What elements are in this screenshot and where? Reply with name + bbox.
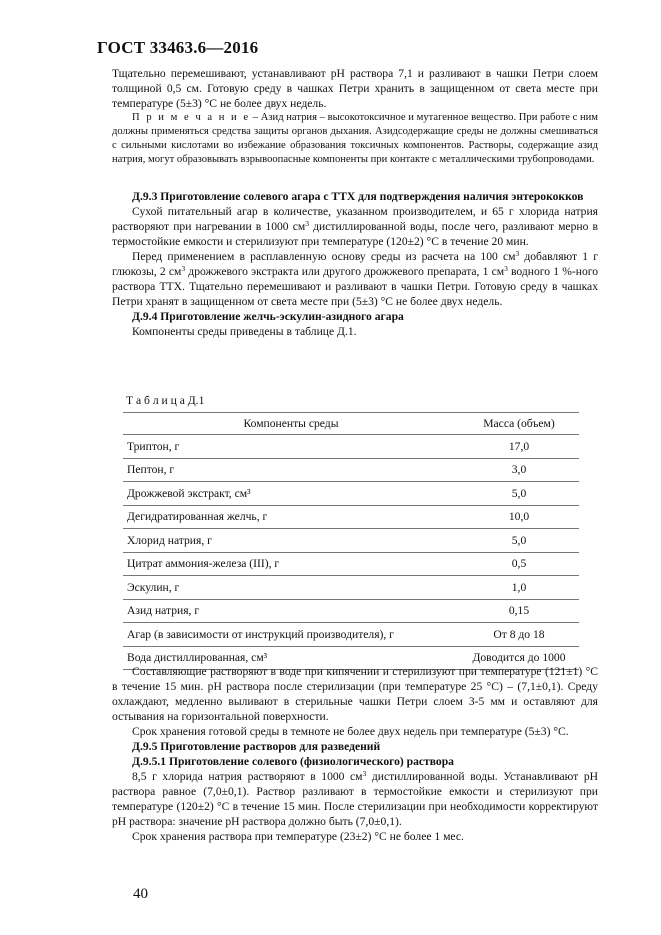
page-number: 40	[133, 886, 148, 902]
paragraph	[112, 204, 598, 249]
section-after-table	[112, 664, 598, 844]
component-name-cell: Вода дистиллированная, см³	[123, 646, 459, 670]
component-mass-cell: 3,0	[459, 458, 579, 482]
superscript: 3	[504, 264, 508, 273]
note-paragraph	[112, 111, 598, 167]
superscript: 3	[362, 769, 367, 778]
paragraph	[112, 249, 598, 309]
component-name-cell: Азид натрия, г	[123, 599, 459, 623]
section-heading: Д.9.3 Приготовление солевого агара с ТТХ для подтверждения наличия энтерококков	[132, 190, 584, 203]
paragraph-block-1	[112, 66, 598, 167]
component-mass-cell: 1,0	[459, 576, 579, 600]
paragraph: Срок хранения готовой среды в темноте не более двух недель при температуре (5±3) °С.	[132, 725, 569, 738]
component-mass-cell: 10,0	[459, 505, 579, 529]
text-span: 8,5 г хлорида натрия растворяют в 1000 см	[132, 770, 363, 783]
text-span: Сухой питательный агар в количестве, указанном производителем, и 65 г хлорида натрия растворяют при нагревании в 1000 см	[112, 205, 598, 233]
component-mass-cell: 17,0	[459, 435, 579, 459]
paragraph: Составляющие растворяют в воде при кипячении и стерилизуют при температуре (121±1) °С в течение 15 мин. pH раствора после стерилизации (при температуре 25 °С) – (7,1±0,1). Среду охлаждают, медленно выливают в стерильные чашки Петри слоем 3-5 мм и оставляют для остывания на горизонтальной поверхности.	[112, 665, 598, 723]
component-name-cell: Эскулин, г	[123, 576, 459, 600]
table-row	[123, 576, 579, 600]
column-header-mass: Масса (объем)	[459, 413, 579, 435]
component-name-cell: Пептон, г	[123, 458, 459, 482]
text-span: Перед применением в расплавленную основу среды из расчета на 100 см	[132, 250, 516, 263]
component-name-cell: Хлорид натрия, г	[123, 529, 459, 553]
text-span: водного 1 %-ного раствора ТТХ. Тщательно перемешивают и разливают в чашки Петри. Готовую среду в чашках Петри хранят в защищенном от света месте при (5±3) °С не более двух недель.	[112, 265, 599, 308]
paragraph: Компоненты среды приведены в таблице Д.1.	[132, 325, 357, 338]
component-mass-cell: 5,0	[459, 482, 579, 506]
text-span: дистиллированной воды. Устанавливают pH раствора равное (7,0±0,1). Раствор разливают в термостойкие емкости и стерилизуют при температуре (120±2) °С в течение 15 мин. После стерилизации при необходимости корректируют pH раствора: значение pH раствора должно быть (7,0±0,1).	[112, 770, 599, 828]
superscript: 3	[181, 264, 186, 273]
section-heading: Д.9.4 Приготовление желчь-эскулин-азидного агара	[132, 310, 404, 323]
table-row	[123, 505, 579, 529]
table-row	[123, 599, 579, 623]
table-row	[123, 458, 579, 482]
table-header-row	[123, 413, 579, 435]
paragraph	[112, 769, 598, 829]
table-row	[123, 529, 579, 553]
text-span: дрожжевого экстракта или другого дрожжевого препарата, 1 см	[185, 265, 505, 278]
table-row	[123, 552, 579, 576]
subsection-heading: Д.9.5.1 Приготовление солевого (физиологического) раствора	[132, 755, 454, 768]
section-d93	[112, 189, 598, 339]
component-name-cell: Агар (в зависимости от инструкций производителя), г	[123, 623, 459, 647]
component-name-cell: Дрожжевой экстракт, см³	[123, 482, 459, 506]
component-mass-cell: 0,15	[459, 599, 579, 623]
table-row	[123, 482, 579, 506]
note-text: – Азид натрия – высокотоксичное и мутагенное вещество. При работе с ним должны применяться средства защиты органов дыхания. Азидсодержащие среды не должны смешиваться с сильными кислотами во избежание образования токсичных компонентов. Растворы, содержащие азид натрия, могут образовывать взрывоопасные компоненты при контакте с металлическими трубопроводами.	[112, 112, 598, 165]
table-row	[123, 435, 579, 459]
component-name-cell: Дегидратированная желчь, г	[123, 505, 459, 529]
paragraph: Тщательно перемешивают, устанавливают pH раствора 7,1 и разливают в чашки Петри слоем толщиной 0,5 см. Готовую среду в чашках Петри хранить в защищенном от света месте при температуре (5±3) °С не более двух недель.	[112, 67, 598, 110]
component-mass-cell: 5,0	[459, 529, 579, 553]
table-row	[123, 623, 579, 647]
table-caption: Т а б л и ц а Д.1	[126, 394, 205, 407]
text-span: дистиллированной воды, после чего, разливают мерно в термостойкие емкости и стерилизуют при температуре (120±2) °С в течение 20 мин.	[112, 220, 598, 248]
superscript: 3	[305, 219, 309, 228]
section-heading: Д.9.5 Приготовление растворов для разведений	[132, 740, 381, 753]
component-name-cell: Триптон, г	[123, 435, 459, 459]
components-table	[123, 412, 579, 670]
text-span: добавляют 1 г глюкозы, 2 см	[112, 250, 598, 278]
document-header: ГОСТ 33463.6—2016	[97, 38, 259, 57]
component-name-cell: Цитрат аммония-железа (III), г	[123, 552, 459, 576]
component-mass-cell: От 8 до 18	[459, 623, 579, 647]
note-label: П р и м е ч а н и е	[132, 112, 251, 123]
component-mass-cell: Доводится до 1000	[459, 646, 579, 670]
component-mass-cell: 0,5	[459, 552, 579, 576]
superscript: 3	[515, 249, 520, 258]
column-header-component: Компоненты среды	[123, 413, 459, 435]
paragraph: Срок хранения раствора при температуре (23±2) °С не более 1 мес.	[132, 830, 464, 843]
